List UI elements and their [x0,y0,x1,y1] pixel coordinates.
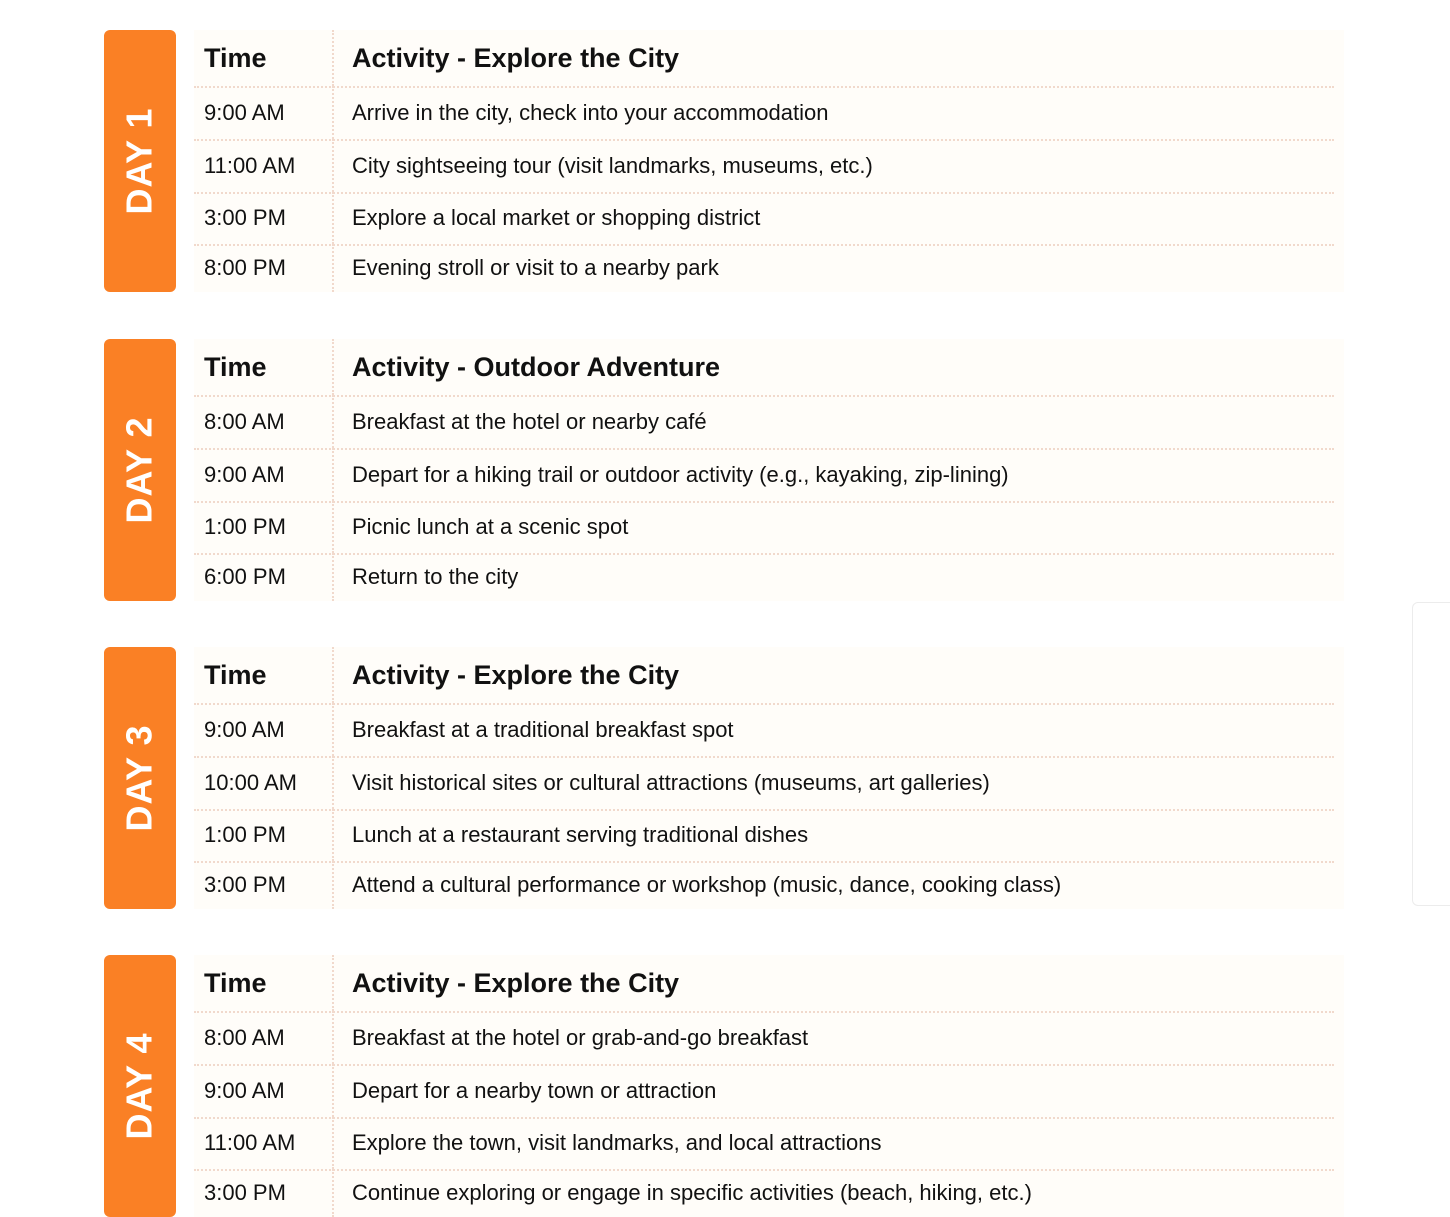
activity-cell: Breakfast at a traditional breakfast spot [352,716,734,742]
time-column-header: Time [194,30,334,86]
day-label-tab [104,30,176,292]
table-row [194,703,1334,758]
table-header-row [194,955,1334,1013]
activity-cell: Breakfast at the hotel or nearby café [352,408,707,434]
day-section [104,955,1344,1217]
day-label: DAY 1 [119,107,161,215]
activity-cell: Explore the town, visit landmarks, and local attractions [352,1130,882,1155]
time-cell: 9:00 AM [194,86,334,139]
time-cell: 11:00 AM [194,139,334,192]
day-label: DAY 4 [119,1032,161,1140]
day-label-tab [104,339,176,601]
activity-cell: Depart for a nearby town or attraction [352,1077,717,1103]
time-cell: 1:00 PM [194,501,334,553]
time-column-header: Time [194,647,334,703]
activity-column-header: Activity - Explore the City [352,659,680,690]
activity-cell: Continue exploring or engage in specific activities (beach, hiking, etc.) [352,1180,1032,1205]
activity-cell: Arrive in the city, check into your accommodation [352,99,829,125]
table-row [194,139,1334,194]
time-column-header: Time [194,339,334,395]
side-panel-edge[interactable] [1412,602,1450,906]
day-label-tab [104,647,176,909]
day-label: DAY 2 [119,416,161,524]
time-cell: 9:00 AM [194,448,334,501]
table-row [194,756,1334,811]
table-row [194,1011,1334,1066]
day-section [104,647,1344,909]
time-cell: 10:00 AM [194,756,334,809]
activity-cell: Evening stroll or visit to a nearby park [352,255,719,280]
time-column-header: Time [194,955,334,1011]
activity-column-header: Activity - Explore the City [352,42,680,73]
day-label-tab [104,955,176,1217]
table-row [194,861,1334,909]
table-row [194,1169,1334,1217]
schedule-table [194,30,1344,292]
activity-cell: Attend a cultural performance or workshop (music, dance, cooking class) [352,872,1062,897]
activity-cell: Lunch at a restaurant serving traditional dishes [352,822,809,847]
table-header-row [194,339,1334,397]
time-cell: 8:00 PM [194,244,334,292]
activity-cell: Explore a local market or shopping district [352,205,761,230]
schedule-table [194,955,1344,1217]
activity-cell: Depart for a hiking trail or outdoor activity (e.g., kayaking, zip-lining) [352,461,1009,487]
day-section [104,30,1344,292]
schedule-table [194,339,1344,601]
day-label: DAY 3 [119,724,161,832]
table-row [194,448,1334,503]
time-cell: 11:00 AM [194,1117,334,1169]
table-row [194,86,1334,141]
table-header-row [194,30,1334,88]
time-cell: 8:00 AM [194,395,334,448]
activity-cell: Picnic lunch at a scenic spot [352,514,629,539]
activity-column-header: Activity - Explore the City [352,967,680,998]
activity-cell: City sightseeing tour (visit landmarks, museums, etc.) [352,152,873,178]
time-cell: 3:00 PM [194,192,334,244]
table-row [194,809,1334,863]
activity-column-header: Activity - Outdoor Adventure [352,351,721,382]
table-row [194,501,1334,555]
time-cell: 3:00 PM [194,861,334,909]
time-cell: 6:00 PM [194,553,334,601]
time-cell: 8:00 AM [194,1011,334,1064]
time-cell: 9:00 AM [194,1064,334,1117]
table-row [194,1064,1334,1119]
table-row [194,1117,1334,1171]
table-row [194,553,1334,601]
activity-cell: Return to the city [352,564,519,589]
table-row [194,192,1334,246]
table-row [194,395,1334,450]
activity-cell: Visit historical sites or cultural attractions (museums, art galleries) [352,769,990,795]
schedule-table [194,647,1344,909]
table-row [194,244,1334,292]
activity-cell: Breakfast at the hotel or grab-and-go breakfast [352,1024,809,1050]
table-header-row [194,647,1334,705]
time-cell: 1:00 PM [194,809,334,861]
time-cell: 9:00 AM [194,703,334,756]
time-cell: 3:00 PM [194,1169,334,1217]
day-section [104,339,1344,601]
